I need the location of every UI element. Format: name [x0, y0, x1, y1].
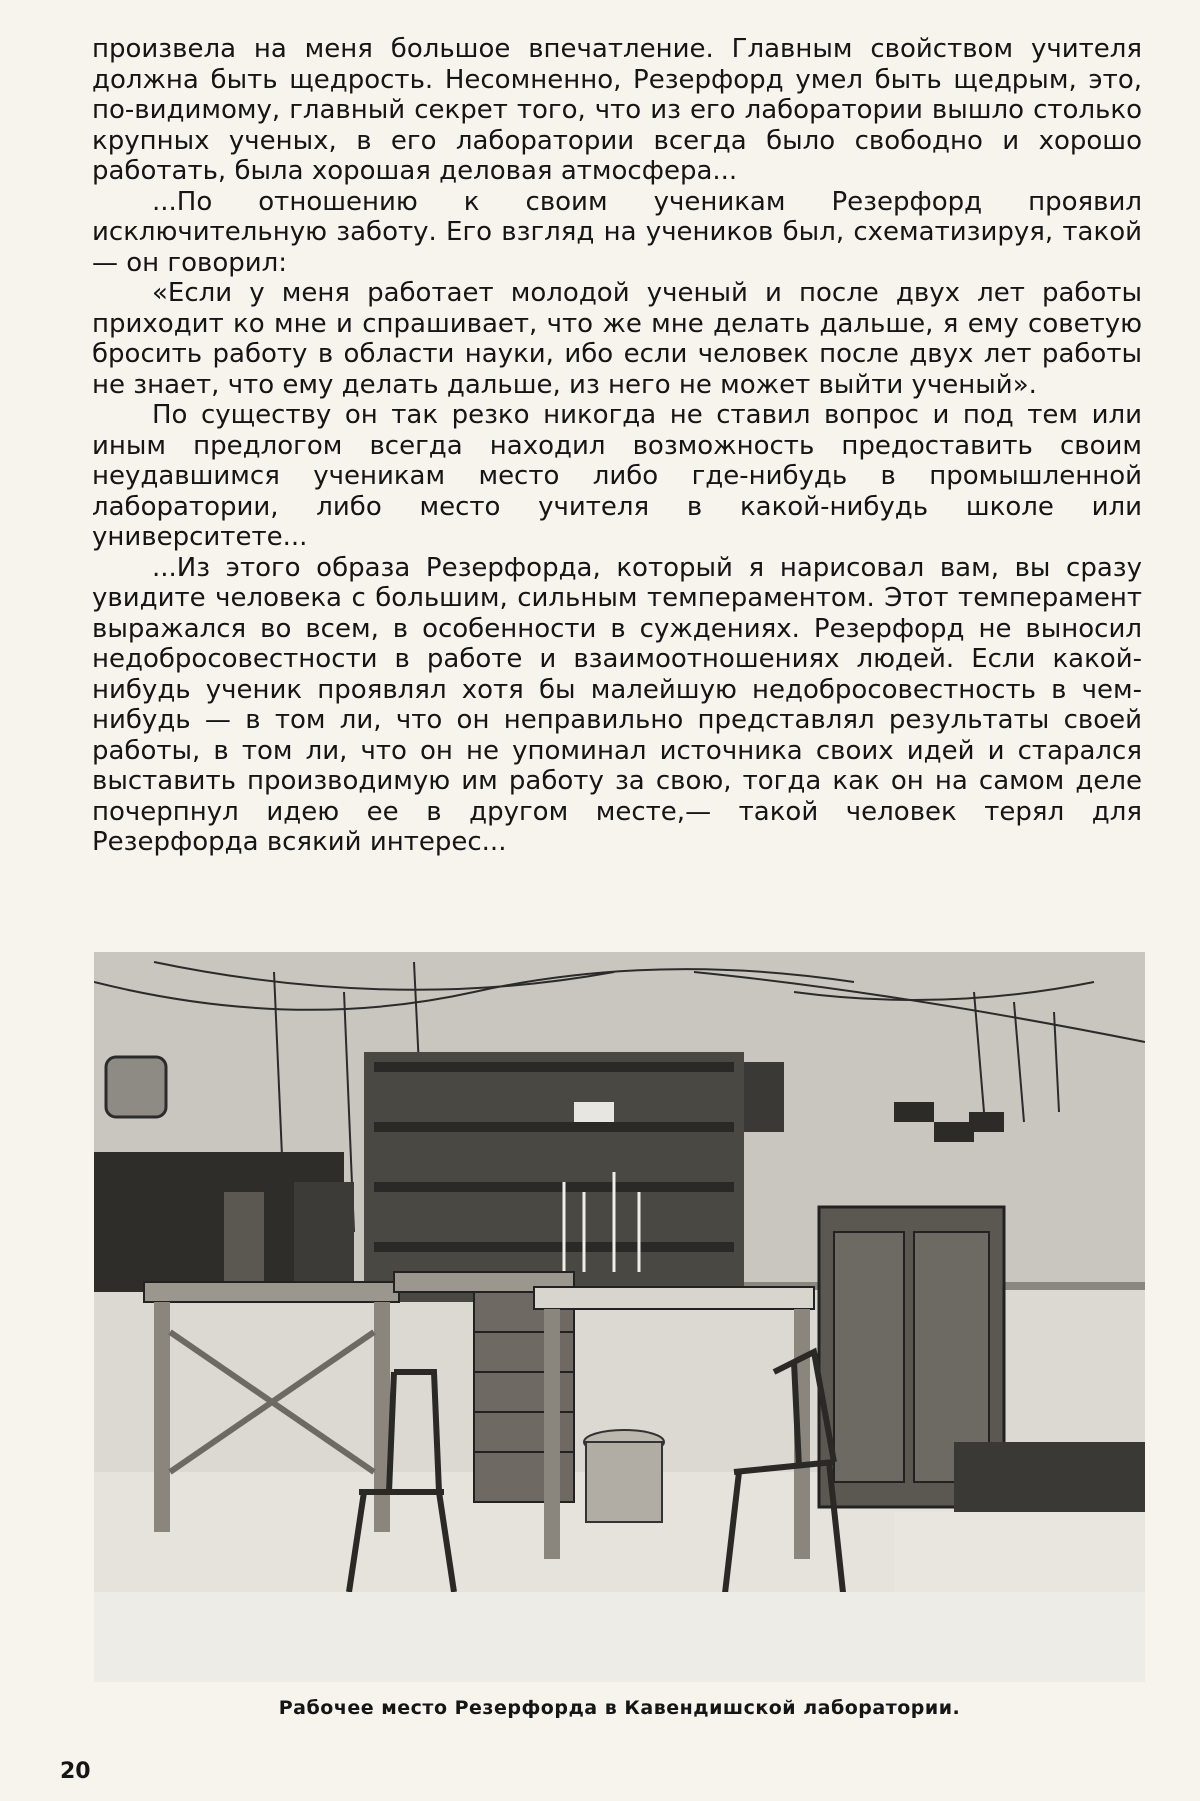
paragraph-2: ...По отношению к своим ученикам Резерфорд проявил исключительную заботу. Его взгляд на учеников был, схематизируя, такой — он говорил: [92, 186, 1142, 278]
paragraph-4: По существу он так резко никогда не ставил вопрос и под тем или иным предлогом всегда находил возможность предоставить своим неудавшимся ученикам место либо где-нибудь в промышленной лаборатории, либо место учителя в какой-нибудь школе или университете... [92, 400, 1142, 552]
paragraph-5: ...Из этого образа Резерфорда, который я нарисовал вам, вы сразу увидите человека с большим, сильным темпераментом. Этот темперамент выражался во всем, в особенности в суждениях. Резерфорд не выносил недобросовестности в работе и взаимоотношениях людей. Если какой-нибудь ученик проявлял хотя бы малейшую недобросовестность в чем-нибудь — в том ли, что он неправильно представлял результаты своей работы, в том ли, что он не упоминал источника своих идей и старался выставить производимую им работу за свою, тогда как он на самом деле почерпнул идею ее в другом месте,— такой человек терял для Резерфорда всякий интерес... [92, 552, 1142, 857]
paragraph-3-quote: «Если у меня работает молодой ученый и после двух лет работы приходит ко мне и спрашивает, что же мне делать дальше, я ему советую бросить работу в области науки, ибо если человек после двух лет работы не знает, что ему делать дальше, из него не может выйти ученый». [92, 278, 1142, 400]
paragraph-1: произвела на меня большое впечатление. Главным свойством учителя должна быть щедрость. Несомненно, Резерфорд умел быть щедрым, это, по-видимому, главный секрет того, что из его лаборатории вышло столько крупных ученых, в его лаборатории всегда было свободно и хорошо работать, была хорошая деловая атмосфера... [92, 34, 1142, 186]
page-number: 20 [60, 1759, 91, 1784]
body-text [92, 34, 1142, 858]
laboratory-illustration [94, 952, 1145, 1682]
photo-caption: Рабочее место Резерфорда в Кавендишской лаборатории. [278, 1697, 961, 1719]
laboratory-photo [94, 952, 1145, 1682]
